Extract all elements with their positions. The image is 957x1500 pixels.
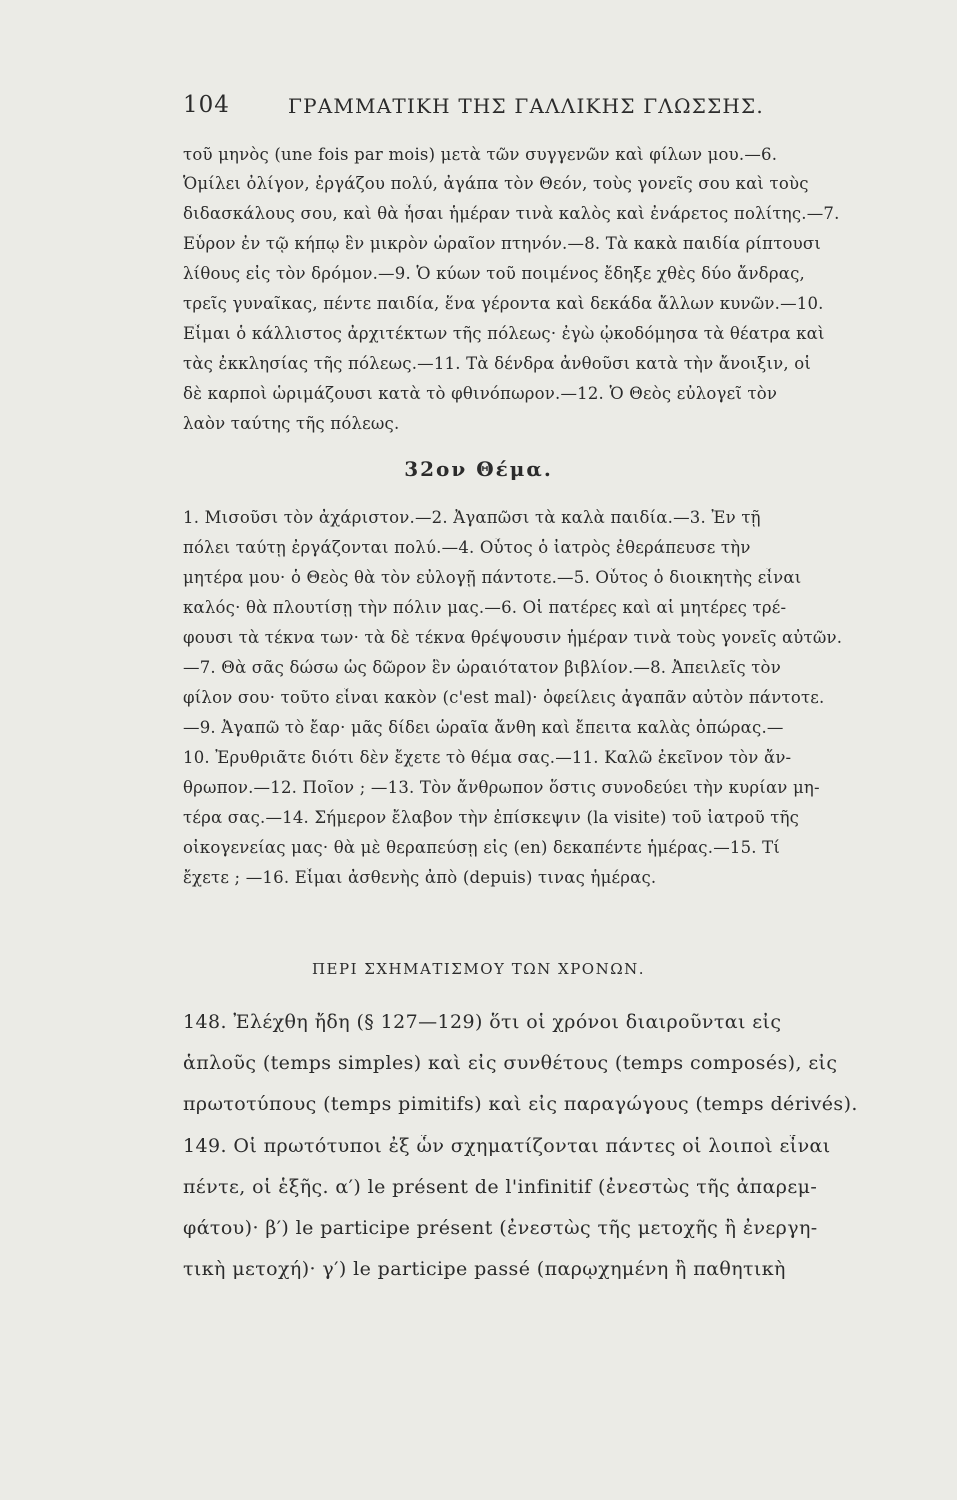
text-line: φουσι τὰ τέκνα των· τὰ δὲ τέκνα θρέψουσιν ἡμέραν τινὰ τοὺς γονεῖς αὐτῶν. xyxy=(183,628,843,647)
text-line: ἔχετε ; —16. Εἶμαι ἀσθενὴς ἀπὸ (depuis) τινας ἡμέρας. xyxy=(183,868,657,887)
text-line: πρωτοτύπους (temps pimitifs) καὶ εἰς παραγώγους (temps dérivés). xyxy=(183,1093,858,1115)
text-line: —7. Θὰ σᾶς δώσω ὡς δῶρον ἓν ὡραιότατον βιβλίον.—8. Ἀπειλεῖς τὸν xyxy=(183,658,781,677)
text-line: λαὸν ταύτης τῆς πόλεως. xyxy=(183,414,400,433)
text-line: τικὴ μετοχή)· γ′) le participe passé (παρῳχημένη ἢ παθητικὴ xyxy=(183,1258,786,1280)
text-line: 1. Μισοῦσι τὸν ἀχάριστον.—2. Ἀγαπῶσι τὰ καλὰ παιδία.—3. Ἐν τῇ xyxy=(183,508,761,527)
page-header xyxy=(183,92,823,122)
page-number: 104 xyxy=(183,92,230,118)
text-line: Ὁμίλει ὀλίγον, ἐργάζου πολύ, ἀγάπα τὸν Θεόν, τοὺς γονεῖς σου καὶ τοὺς xyxy=(183,174,809,193)
text-line: Εὗρον ἐν τῷ κήπῳ ἓν μικρὸν ὡραῖον πτηνόν.—8. Τὰ κακὰ παιδία ρίπτουσι xyxy=(183,234,822,253)
text-line: λίθους εἰς τὸν δρόμον.—9. Ὁ κύων τοῦ ποιμένος ἔδηξε χθὲς δύο ἄνδρας, xyxy=(183,264,805,283)
text-line: τοῦ μηνὸς (une fois par mois) μετὰ τῶν συγγενῶν καὶ φίλων μου.—6. xyxy=(183,145,778,164)
text-line: τρεῖς γυναῖκας, πέντε παιδία, ἕνα γέροντα καὶ δεκάδα ἄλλων κυνῶν.—10. xyxy=(183,294,824,313)
text-line: 149. Οἱ πρωτότυποι ἐξ ὧν σχηματίζονται πάντες οἱ λοιποὶ εἶναι xyxy=(183,1135,831,1157)
text-line: φάτου)· β′) le participe présent (ἐνεστὼς τῆς μετοχῆς ἢ ἐνεργη- xyxy=(183,1217,818,1239)
text-line: 10. Ἐρυθριᾶτε διότι δὲν ἔχετε τὸ θέμα σας.—11. Καλῶ ἐκεῖνον τὸν ἄν- xyxy=(183,748,792,767)
text-line: διδασκάλους σου, καὶ θὰ ἦσαι ἡμέραν τινὰ καλὸς καὶ ἐνάρετος πολίτης.—7. xyxy=(183,204,840,223)
text-line: 148. Ἐλέχθη ἤδη (§ 127—129) ὅτι οἱ χρόνοι διαιροῦνται εἰς xyxy=(183,1011,782,1033)
text-line: Εἶμαι ὁ κάλλιστος ἀρχιτέκτων τῆς πόλεως· ἐγὼ ᾠκοδόμησα τὰ θέατρα καὶ xyxy=(183,324,825,343)
text-line: πόλει ταύτῃ ἐργάζονται πολύ.—4. Οὗτος ὁ ἰατρὸς ἐθεράπευσε τὴν xyxy=(183,538,751,557)
text-line: τὰς ἐκκλησίας τῆς πόλεως.—11. Τὰ δένδρα ἀνθοῦσι κατὰ τὴν ἄνοιξιν, οἱ xyxy=(183,354,812,373)
text-line: πέντε, οἱ ἑξῆς. α′) le présent de l'infinitif (ἐνεστὼς τῆς ἀπαρεμ- xyxy=(183,1176,818,1198)
exercise-32-title: 32ον Θέμα. xyxy=(404,457,553,481)
text-line: φίλον σου· τοῦτο εἶναι κακὸν (c'est mal)· ὀφείλεις ἀγαπᾶν αὐτὸν πάντοτε. xyxy=(183,688,825,707)
text-line: καλός· θὰ πλουτίσῃ τὴν πόλιν μας.—6. Οἱ πατέρες καὶ αἱ μητέρες τρέ- xyxy=(183,598,787,617)
text-line: οἰκογενείας μας· θὰ μὲ θεραπεύσῃ εἰς (en) δεκαπέντε ἡμέρας.—15. Τί xyxy=(183,838,781,857)
text-line: δὲ καρποὶ ὡριμάζουσι κατὰ τὸ φθινόπωρον.—12. Ὁ Θεὸς εὐλογεῖ τὸν xyxy=(183,384,778,403)
text-line: μητέρα μου· ὁ Θεὸς θὰ τὸν εὐλογῇ πάντοτε.—5. Οὗτος ὁ διοικητὴς εἶναι xyxy=(183,568,802,587)
text-line: τέρα σας.—14. Σήμερον ἔλαβον τὴν ἐπίσκεψιν (la visite) τοῦ ἰατροῦ τῆς xyxy=(183,808,800,827)
text-line: —9. Ἀγαπῶ τὸ ἔαρ· μᾶς δίδει ὡραῖα ἄνθη καὶ ἔπειτα καλὰς ὀπώρας.— xyxy=(183,718,784,737)
section-subheading: ΠΕΡΙ ΣΧΗΜΑΤΙΣΜΟΥ ΤΩΝ ΧΡΟΝΩΝ. xyxy=(311,960,646,978)
text-line: θρωπον.—12. Ποῖον ; —13. Τὸν ἄνθρωπον ὅστις συνοδεύει τὴν κυρίαν μη- xyxy=(183,778,820,797)
text-line: ἁπλοῦς (temps simples) καὶ εἰς συνθέτους (temps composés), εἰς xyxy=(183,1052,838,1074)
running-title: ΓΡΑΜΜΑΤΙΚΗ ΤΗΣ ΓΑΛΛΙΚΗΣ ΓΛΩΣΣΗΣ. xyxy=(288,94,764,118)
